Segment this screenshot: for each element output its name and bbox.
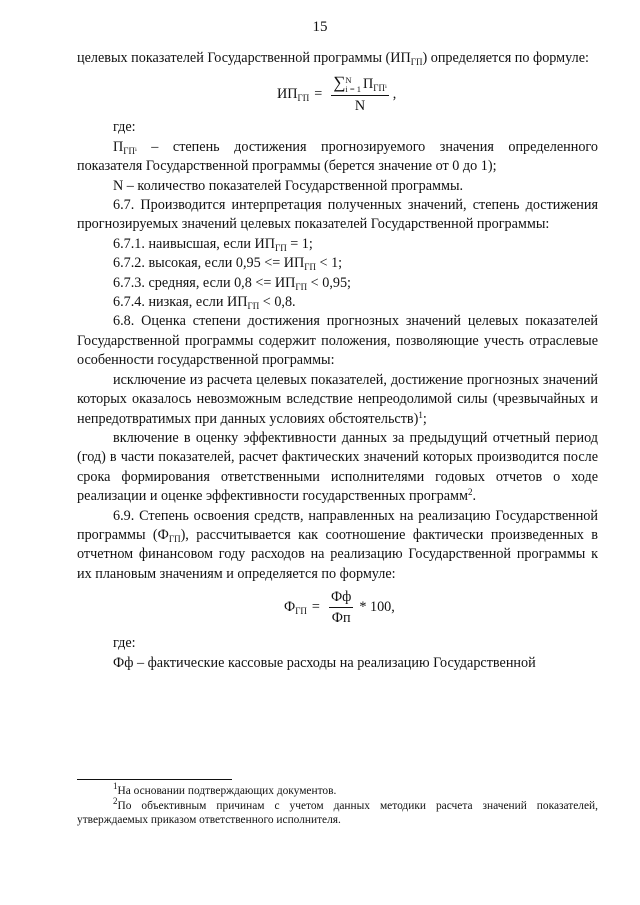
- footnote-mark: 2: [113, 795, 118, 806]
- footnote-ref-1: 1: [418, 409, 423, 420]
- where-label: где:: [113, 635, 136, 652]
- fraction: [331, 74, 389, 115]
- denominator: Фп: [331, 610, 351, 627]
- section-6-9: 6.9. Степень освоения средств, направленных на реализацию Государственной программы $(Ф_{ГП})$, рассчитывается как соотношение фактически произведенных в отчетном финансовом году расходов на реализацию Государственной программы к их плановым значениям и определяется по формуле:: [77, 507, 598, 582]
- text: ) определяется по формуле:: [422, 50, 589, 66]
- where-label: где:: [113, 119, 136, 136]
- document-body: [77, 49, 598, 673]
- footnote-text: На основании подтверждающих документов.: [117, 785, 337, 797]
- formula-comma: ,: [392, 86, 397, 103]
- definition-ff: Фф – фактические кассовые расходы на реализацию Государственной: [113, 654, 536, 671]
- numerator: Фф: [329, 588, 353, 608]
- definition-p: $П_{ГП^i}$ – степень достижения прогнозируемого значения определенного показателя Государственной программы (берется значение от 0 до 1);: [77, 138, 598, 175]
- fraction: [329, 588, 353, 627]
- footnote-1: [77, 781, 598, 799]
- subscript: ГП: [410, 57, 423, 67]
- sum-sign: ∑: [333, 73, 346, 93]
- formula-f: [77, 584, 598, 634]
- equals-sign: =: [311, 598, 320, 615]
- text: целевых показателей Государственной программы (ИП: [77, 50, 411, 66]
- formula-lhs: $ИП_{ГП}$: [277, 86, 310, 104]
- formula-lhs: $Ф_{ГП}$: [284, 598, 307, 616]
- definition-n: N – количество показателей Государственной программы.: [113, 177, 464, 194]
- footnote-divider: [77, 779, 232, 780]
- section-6-7: 6.7. Производится интерпретация полученных значений, степень достижения прогнозируемых значений целевых показателей Государственной программы:: [77, 197, 598, 233]
- footnote-text: По объективным причинам с учетом данных методики расчета значений показателей, утверждаемых приказом ответственного исполнителя.: [77, 799, 598, 827]
- footnotes: [77, 781, 598, 828]
- section-6-7-3: 6.7.3. средняя, если $0,8 <= ИП_{ГП} < 0,95$;: [113, 274, 351, 292]
- section-6-7-4: 6.7.4. низкая, если $ИП_{ГП} < 0,8$.: [113, 294, 296, 312]
- sum-lower-limit: i = 1: [345, 84, 361, 95]
- numerator: [331, 74, 389, 96]
- sum-upper-limit: N: [345, 75, 352, 86]
- section-6-7-1: 6.7.1. наивысшая, если $ИП_{ГП} = 1$;: [113, 235, 313, 253]
- footnote-2: [77, 795, 598, 828]
- footnote-ref-2: 2: [468, 487, 473, 498]
- formula-ip: [77, 68, 598, 118]
- term: П: [363, 76, 374, 93]
- footnote-mark: 1: [113, 781, 118, 791]
- denominator: N: [354, 98, 366, 115]
- term-subscript: ГПⁱ: [373, 83, 387, 94]
- paragraph-exclusion: исключение из расчета целевых показателей, достижение прогнозных значений которых оказалось невозможным вследствие непреодолимой силы (чрезвычайных и непредотвратимых при данных условиях обстоятельств)$^1$;: [77, 371, 598, 427]
- section-6-8: 6.8. Оценка степени достижения прогнозных значений целевых показателей Государственной программы содержит положения, позволяющие учесть отраслевые особенности государственной программы:: [77, 313, 598, 369]
- equals-sign: =: [314, 86, 323, 103]
- page-number: 15: [312, 19, 328, 35]
- formula-tail: * 100,: [359, 598, 395, 615]
- paragraph-intro: [77, 49, 598, 68]
- section-6-7-2: 6.7.2. высокая, если $0,95 <= ИП_{ГП} < 1$;: [113, 255, 343, 273]
- paragraph-inclusion: включение в оценку эффективности данных за предыдущий отчетный период (год) в части показателей, расчет фактических значений которых производится после срока формирования ответственными исполнителями годовых отчетов о ходе реализации и оценке эффективности государственных программ$^2$.: [77, 429, 598, 505]
